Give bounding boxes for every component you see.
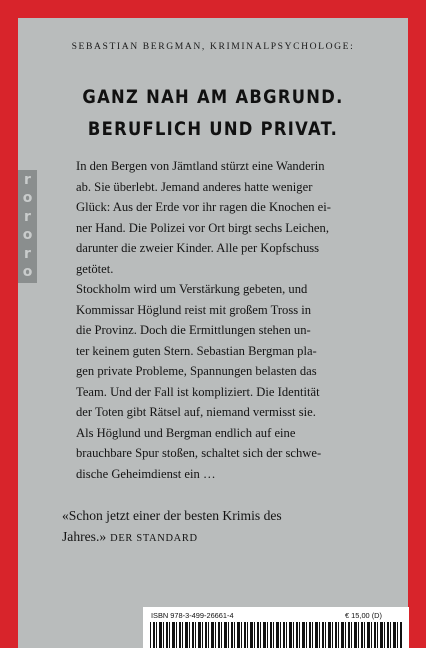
blurb-line: gen private Probleme, Spannungen belasten das	[76, 364, 317, 378]
blurb-line: Kommissar Höglund reist mit großem Tross in	[76, 302, 312, 317]
blurb-line: getötet.	[76, 261, 114, 276]
blurb-line: der Toten gibt Rätsel auf, niemand vermisst sie.	[76, 405, 316, 419]
blurb-line: darunter die zweier Kinder. Alle per Kopfschuss	[76, 241, 320, 255]
blurb-line: Stockholm wird um Verstärkung gebeten, und	[76, 282, 308, 296]
logo-letter: o	[22, 227, 33, 243]
quote-line-2: Jahres.»	[62, 529, 107, 544]
blurb-line: Als Höglund und Bergman endlich auf eine	[76, 425, 296, 440]
blurb-line: ter keinem guten Stern. Sebastian Bergman pla-	[76, 343, 317, 358]
quote-line-1: «Schon jetzt einer der besten Krimis des	[62, 508, 282, 523]
logo-letter: o	[22, 264, 33, 280]
overline: SEBASTIAN BERGMAN, KRIMINALPSYCHOLOGE:	[71, 41, 355, 52]
blurb-line: In den Bergen von Jämtland stürzt eine Wanderin	[76, 159, 325, 173]
logo-letter: r	[24, 209, 31, 225]
price-label: € 15,00 (D)	[345, 611, 382, 620]
rororo-logo	[18, 170, 37, 283]
press-quote	[62, 505, 382, 549]
blurb-line: dische Geheimdienst ein …	[76, 466, 216, 481]
blurb-line: Team. Und der Fall ist kompliziert. Die Identität	[76, 384, 320, 399]
logo-letter: r	[24, 246, 31, 262]
isbn-label: ISBN 978-3-499-26661-4	[151, 611, 234, 620]
headline-line-2: BERUFLICH UND PRIVAT.	[87, 118, 339, 140]
blurb-text	[76, 156, 374, 484]
blurb-line: die Provinz. Doch die Ermittlungen stehen un-	[76, 323, 311, 337]
blurb-line: ner Hand. Die Polizei vor Ort birgt sechs Leichen,	[76, 220, 329, 235]
blurb-line: brauchbare Spur stoßen, schaltet sich der schwe-	[76, 446, 322, 460]
blurb-line: Glück: Aus der Erde vor ihr ragen die Knochen ei-	[76, 200, 331, 214]
blurb-line: ab. Sie überlebt. Jemand anderes hatte weniger	[76, 179, 313, 194]
logo-letter: r	[24, 172, 31, 188]
barcode	[150, 622, 402, 648]
headline-line-1: GANZ NAH AM ABGRUND.	[82, 86, 344, 108]
logo-letter: o	[22, 190, 33, 206]
quote-source: DER STANDARD	[110, 533, 198, 544]
